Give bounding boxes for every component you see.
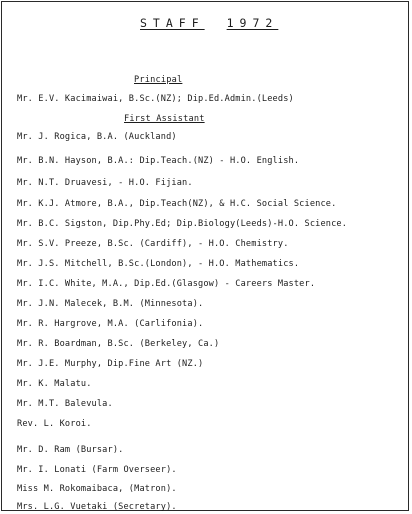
principal-line: Mr. E.V. Kacimaiwai, B.Sc.(NZ); Dip.Ed.Admin.(Leeds) xyxy=(17,94,294,104)
staff-line: Mr. B.C. Sigston, Dip.Phy.Ed; Dip.Biology(Leeds)-H.O. Science. xyxy=(17,219,348,229)
support-staff-line: Miss M. Rokomaibaca, (Matron). xyxy=(17,484,177,494)
staff-line: Mr. N.T. Druavesi, - H.O. Fijian. xyxy=(17,178,193,188)
document-title xyxy=(140,16,278,30)
staff-line: Mr. J.S. Mitchell, B.Sc.(London), - H.O. Mathematics. xyxy=(17,259,300,269)
title-text: STAFF xyxy=(140,16,205,30)
support-staff-line: Mrs. L.G. Vuetaki (Secretary). xyxy=(17,502,177,512)
staff-line: Mr. S.V. Preeze, B.Sc. (Cardiff), - H.O. Chemistry. xyxy=(17,239,289,249)
first-assistant-line: Mr. J. Rogica, B.A. (Auckland) xyxy=(17,132,177,142)
staff-line: Mr. B.N. Hayson, B.A.: Dip.Teach.(NZ) - H.O. English. xyxy=(17,156,300,166)
title-year: 1972 xyxy=(226,16,279,30)
support-staff-line: Mr. I. Lonati (Farm Overseer). xyxy=(17,465,177,475)
staff-line: Rev. L. Koroi. xyxy=(17,419,92,429)
staff-line: Mr. I.C. White, M.A., Dip.Ed.(Glasgow) - Careers Master. xyxy=(17,279,316,289)
first-assistant-heading: First Assistant xyxy=(124,114,205,124)
support-staff-line: Mr. D. Ram (Bursar). xyxy=(17,445,124,455)
staff-line: Mr. R. Boardman, B.Sc. (Berkeley, Ca.) xyxy=(17,339,220,349)
staff-line: Mr. K. Malatu. xyxy=(17,379,92,389)
staff-line: Mr. J.N. Malecek, B.M. (Minnesota). xyxy=(17,299,204,309)
principal-heading: Principal xyxy=(134,75,183,85)
staff-line: Mr. M.T. Balevula. xyxy=(17,399,113,409)
staff-line: Mr. J.E. Murphy, Dip.Fine Art (NZ.) xyxy=(17,359,204,369)
staff-line: Mr. K.J. Atmore, B.A., Dip.Teach(NZ), & H.C. Social Science. xyxy=(17,199,337,209)
staff-line: Mr. R. Hargrove, M.A. (Carlifonia). xyxy=(17,319,204,329)
